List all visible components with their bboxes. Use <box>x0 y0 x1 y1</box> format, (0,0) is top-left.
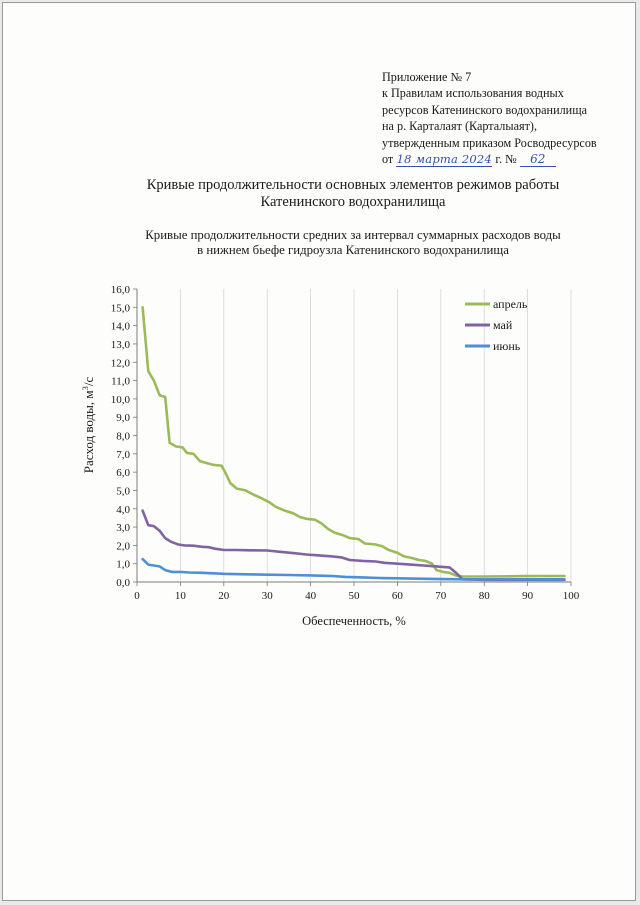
y-tick-label: 15,0 <box>110 302 130 315</box>
chart-axes <box>133 289 571 586</box>
appendix-order-line <box>382 151 597 167</box>
legend-label: июнь <box>493 339 521 353</box>
y-tick-label: 16,0 <box>110 284 130 296</box>
x-tick-label: 80 <box>478 590 490 602</box>
y-tick-label: 13,0 <box>110 338 130 351</box>
x-tick-label: 90 <box>522 590 534 602</box>
chart-legend <box>465 297 528 353</box>
x-tick-label: 50 <box>348 590 360 602</box>
appendix-line: на р. Карталаят (Карталыаят), <box>382 119 538 134</box>
x-tick-labels <box>134 590 580 602</box>
appendix-line: ресурсов Катенинского водохранилища <box>382 102 587 117</box>
y-axis-label: Расход воды, $м^3/с$ <box>80 376 96 474</box>
y-tick-label: 9,0 <box>116 412 130 425</box>
y-tick-label: 4,0 <box>116 503 130 516</box>
x-axis-label: Обеспеченность, % <box>302 614 406 628</box>
chart-heading-line: в нижнем бьефе гидроузла Катенинского водохранилища <box>197 243 509 257</box>
x-tick-label: 30 <box>261 590 273 602</box>
from-label: от <box>382 152 394 167</box>
legend-label: май <box>493 318 513 332</box>
handwritten-date: 18 марта 2024 <box>396 152 492 167</box>
y-tick-label: 2,0 <box>116 540 130 553</box>
y-tick-label: 7,0 <box>116 448 130 461</box>
order-number-label: г. № <box>495 152 517 167</box>
chart-heading <box>3 228 640 258</box>
page-title-line: Катенинского водохранилища <box>260 194 446 210</box>
handwritten-order-number: 62 <box>520 153 556 167</box>
x-tick-label: 0 <box>134 590 140 602</box>
x-tick-label: 70 <box>435 590 447 602</box>
x-tick-label: 100 <box>562 590 580 602</box>
legend-label: апрель <box>493 297 528 311</box>
duration-curve-chart <box>3 273 637 633</box>
y-tick-labels <box>111 284 131 589</box>
page-title <box>3 177 640 211</box>
appendix-header <box>382 69 597 167</box>
y-tick-label: 12,0 <box>110 357 130 370</box>
document-page <box>2 2 636 901</box>
appendix-number: Приложение № 7 <box>382 70 472 84</box>
y-tick-label: 0,0 <box>116 577 130 589</box>
appendix-line: утвержденным приказом Росводресурсов <box>382 135 597 150</box>
y-tick-label: 14,0 <box>110 320 130 333</box>
appendix-line: к Правилам использования водных <box>382 86 564 101</box>
x-tick-label: 20 <box>218 590 230 602</box>
series-line-май <box>143 511 565 580</box>
x-tick-label: 40 <box>305 590 317 602</box>
x-tick-label: 60 <box>391 590 403 602</box>
y-tick-label: 10,0 <box>110 393 130 406</box>
y-tick-label: 8,0 <box>116 430 130 443</box>
y-tick-label: 6,0 <box>116 467 130 480</box>
y-tick-label: 5,0 <box>116 485 130 498</box>
y-tick-label: 11,0 <box>111 375 130 388</box>
y-tick-label: 1,0 <box>116 558 130 571</box>
chart-heading-line: Кривые продолжительности средних за интервал суммарных расходов воды <box>145 228 561 242</box>
x-tick-label: 10 <box>174 590 186 602</box>
chart-gridlines <box>180 289 571 582</box>
y-tick-label: 3,0 <box>116 522 130 535</box>
page-title-line: Кривые продолжительности основных элементов режимов работы <box>146 177 560 193</box>
